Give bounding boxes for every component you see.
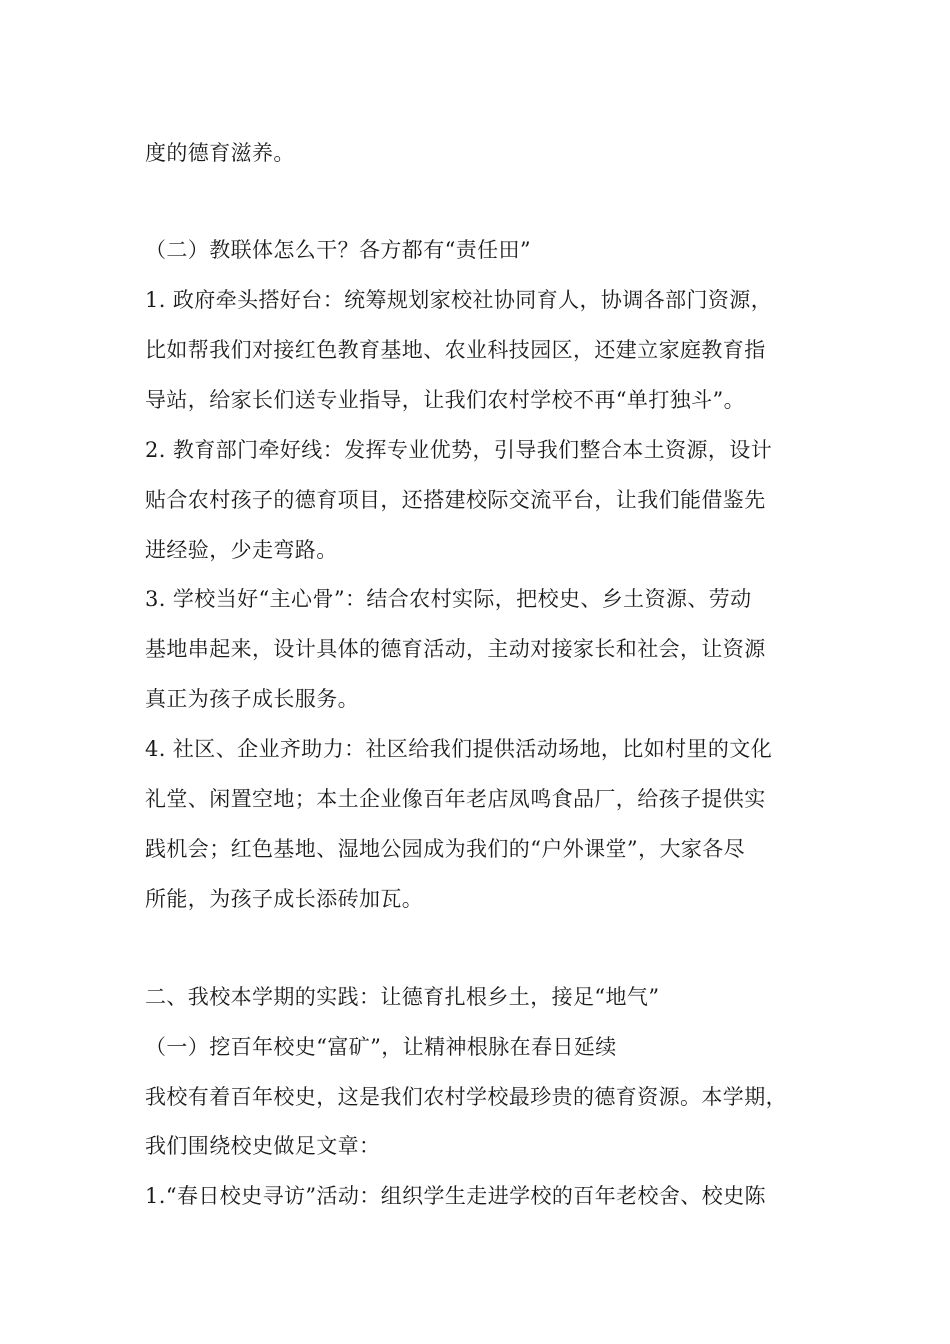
text-line: 比如帮我们对接红色教育基地、农业科技园区，还建立家庭教育指 xyxy=(145,338,766,362)
text-line: 我们围绕校史做足文章： xyxy=(145,1134,381,1158)
text-line: 度的德育滋养。 xyxy=(145,141,295,165)
section-heading: 二、我校本学期的实践：让德育扎根乡土，接足“地气” xyxy=(145,985,660,1009)
text-line: 1. 政府牵头搭好台：统筹规划家校社协同育人，协调各部门资源， xyxy=(145,288,773,312)
text-line: 2. 教育部门牵好线：发挥专业优势，引导我们整合本土资源，设计 xyxy=(145,438,773,462)
text-line: 基地串起来，设计具体的德育活动，主动对接家长和社会，让资源 xyxy=(145,637,766,661)
text-line: 真正为孩子成长服务。 xyxy=(145,687,359,711)
text-line: 1.“春日校史寻访”活动：组织学生走进学校的百年老校舍、校史陈 xyxy=(145,1184,766,1208)
text-line: 践机会；红色基地、湿地公园成为我们的“户外课堂”，大家各尽 xyxy=(145,837,746,861)
text-line: 导站，给家长们送专业指导，让我们农村学校不再“单打独斗”。 xyxy=(145,388,746,412)
subsection-heading: （一）挖百年校史“富矿”，让精神根脉在春日延续 xyxy=(145,1035,617,1059)
text-line: 我校有着百年校史，这是我们农村学校最珍贵的德育资源。本学期， xyxy=(145,1085,787,1109)
text-line: 3. 学校当好“主心骨”：结合农村实际，把校史、乡土资源、劳动 xyxy=(145,587,752,611)
text-line: 贴合农村孩子的德育项目，还搭建校际交流平台，让我们能借鉴先 xyxy=(145,488,766,512)
section-heading: （二）教联体怎么干？各方都有“责任田” xyxy=(145,238,532,262)
text-line: 进经验，少走弯路。 xyxy=(145,538,338,562)
text-line: 4. 社区、企业齐助力：社区给我们提供活动场地，比如村里的文化 xyxy=(145,737,773,761)
text-line: 礼堂、闲置空地；本土企业像百年老店凤鸣食品厂，给孩子提供实 xyxy=(145,787,766,811)
text-line: 所能，为孩子成长添砖加瓦。 xyxy=(145,887,424,911)
